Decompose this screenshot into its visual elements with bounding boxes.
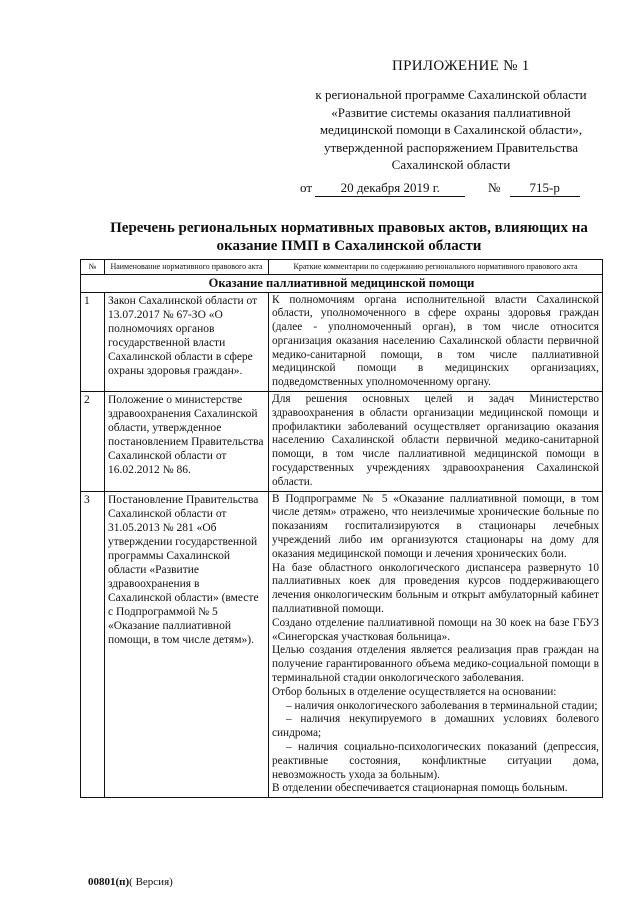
comment-paragraph: – наличия некупируемого в домашних условиях болевого синдрома;: [272, 713, 599, 740]
footer: [88, 876, 173, 888]
act-name: Положение о министерстве здравоохранения Сахалинской области, утвержденное постановлением Правительства Сахалинской области от 16.02.2012 № 86.: [105, 392, 269, 492]
comment-paragraph: На базе областного онкологического диспансера развернуто 10 паллиативных коек для проведения курсов поддерживающего лечения онкологическим больным и открыт амбулаторный кабинет паллиативной помощи.: [272, 561, 599, 616]
table-row: [81, 292, 603, 392]
header-comment: Краткие комментарии по содержанию регионального нормативного правового акта: [269, 260, 603, 275]
act-comment: [269, 392, 603, 492]
comment-paragraph: Отбор больных в отделение осуществляется на основании:: [272, 685, 557, 698]
row-number: 1: [81, 292, 105, 392]
table-header-row: [81, 260, 603, 275]
row-number: 3: [81, 491, 105, 798]
date-prefix: от: [300, 180, 313, 195]
appendix-description: к региональной программе Сахалинской области «Развитие системы оказания паллиативной медицинской помощи в Сахалинской области», утвержденной распоряжением Правительства Сахалинской области: [315, 87, 587, 172]
regulatory-acts-table: [80, 259, 603, 798]
comment-paragraph: К полномочиям органа исполнительной власти Сахалинской области, уполномоченного в сфере охраны здоровья граждан (далее - уполномоченный орган), в том числе относится организация оказания населению Сахалинской области первичной медико-санитарной помощи, в том числе паллиативной медицинской помощи в медицинских организациях, подведомственных уполномоченному органу.: [272, 293, 599, 389]
appendix-title: ПРИЛОЖЕНИЕ № 1: [392, 58, 530, 74]
header-num: №: [81, 260, 105, 275]
comment-paragraph: Целью создания отделения является реализация прав граждан на получение гарантированного объема медико-социальной помощи в терминальной стадии онкологического заболевания.: [272, 644, 599, 685]
comment-paragraph: – наличия социально-психологических показаний (депрессия, реактивные состояния, конфликтные ситуации дома, невозможность ухода за больным).: [272, 741, 599, 781]
comment-paragraph: – наличия онкологического заболевания в терминальной стадии;: [286, 699, 598, 712]
number-prefix: №: [488, 180, 501, 195]
comment-paragraph: Для решения основных целей и задач Министерство здравоохранения в области организации медицинской помощи и профилактики заболеваний осуществляет организацию оказания населению Сахалинской области первичной медико-санитарной помощи, в том числе паллиативной медицинской помощи в государственных учреждениях здравоохранения Сахалинской области.: [272, 393, 599, 488]
approval-number: 715-р: [510, 180, 580, 197]
table-row: [81, 491, 603, 798]
table-row: [81, 392, 603, 492]
approval-date-line: [300, 180, 610, 197]
section-row: [81, 274, 603, 292]
act-comment: [269, 292, 603, 392]
comment-paragraph: Создано отделение паллиативной помощи на 30 коек на базе ГБУЗ «Синегорская участковая больница».: [272, 616, 599, 643]
act-comment: [269, 491, 603, 798]
header-name: Наименование нормативного правового акта: [105, 260, 269, 275]
act-name: Постановление Правительства Сахалинской области от 31.05.2013 № 281 «Об утверждении государственной программы Сахалинской области «Развитие здравоохранения в Сахалинской области» (вместе с Подпрограммой № 5 «Оказание паллиативной помощи, в том числе детям»).: [105, 491, 269, 798]
approval-date: 20 декабря 2019 г.: [315, 180, 465, 197]
comment-paragraph: В Подпрограмме № 5 «Оказание паллиативной помощи, в том числе детям» отражено, что неизлечимые хронические больные по показаниям госпитализируются в стационары лечебных учреждений либо им организуются стационары на дому для оказания медицинской помощи и лечения хронических боли.: [272, 492, 599, 560]
act-name: Закон Сахалинской области от 13.07.2017 № 67-ЗО «О полномочиях органов государственной власти Сахалинской области в сфере охраны здоровья граждан».: [105, 292, 269, 392]
document-title: Перечень региональных нормативных правовых актов, влияющих на оказание ПМП в Сахалинской области: [110, 220, 588, 254]
section-title: Оказание паллиативной медицинской помощи: [81, 274, 603, 292]
comment-paragraph: В отделении обеспечивается стационарная помощь больным.: [272, 782, 568, 795]
row-number: 2: [81, 392, 105, 492]
footer-code: 00801(п): [88, 876, 130, 888]
footer-version: ( Версия): [129, 876, 173, 888]
